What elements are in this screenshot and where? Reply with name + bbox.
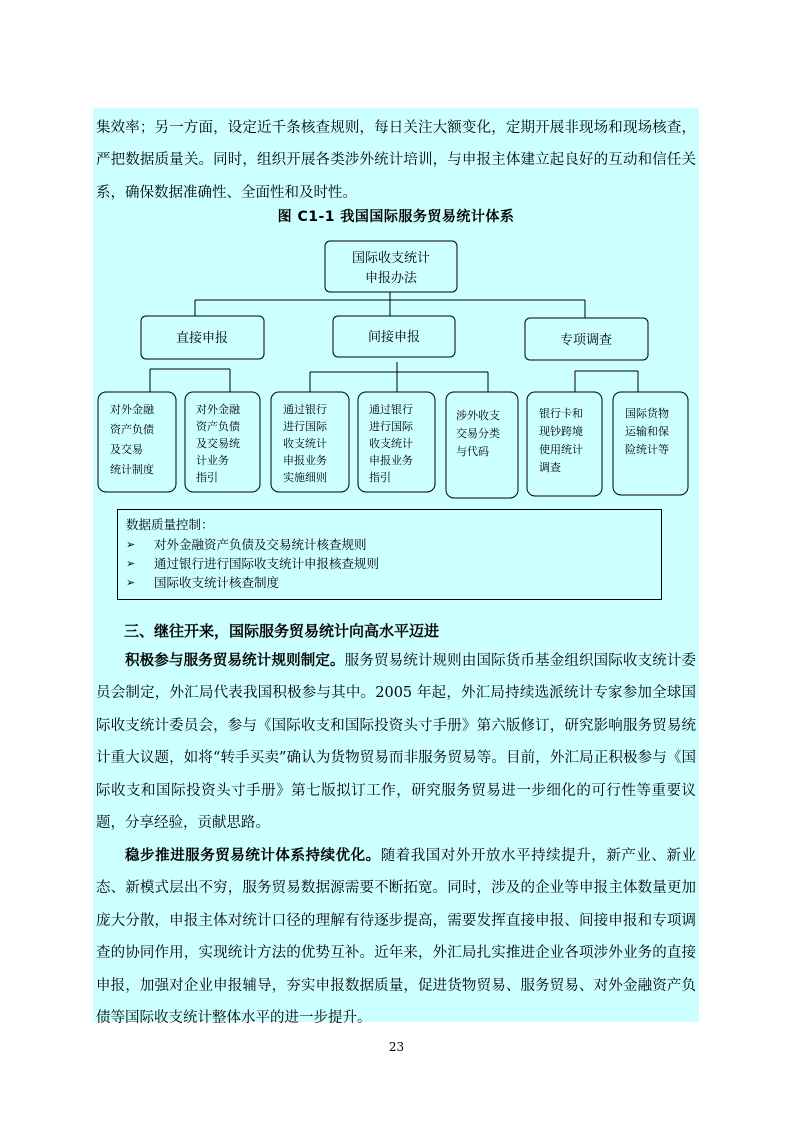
branch-label: 间接申报	[367, 330, 421, 345]
leaf-line: 及交易	[110, 443, 143, 456]
section-heading: 三、继往开来，国际服务贸易统计向高水平迈进	[124, 622, 440, 640]
leaf-node-7	[613, 392, 688, 495]
leaf-line: 调查	[539, 461, 561, 474]
data-quality-item-text: 国际收支统计核查制度	[154, 575, 280, 590]
leaf-node-6	[527, 392, 602, 496]
data-quality-item-text: 通过银行进行国际收支统计申报核查规则	[154, 556, 380, 571]
paragraph-rule-setting	[96, 645, 696, 839]
leaf-line: 指引	[196, 471, 218, 484]
root-node	[325, 241, 457, 292]
leaf-line: 使用统计	[539, 443, 583, 456]
leaf-line: 运输和保	[625, 425, 669, 438]
leaf-line: 通过银行	[283, 403, 327, 416]
statistics-system-diagram	[0, 0, 793, 510]
root-label-line1: 国际收支统计	[351, 251, 431, 266]
leaf-line: 涉外收支	[456, 409, 500, 422]
leaf-node-2	[185, 392, 260, 492]
leaf-line: 现钞跨境	[539, 425, 583, 438]
data-quality-title: 数据质量控制：	[126, 517, 214, 532]
leaf-line: 资产负债	[196, 420, 240, 433]
leaf-line: 交易分类	[456, 427, 500, 440]
data-quality-item	[126, 573, 653, 592]
leaf-line: 指引	[369, 471, 391, 484]
leaf-line: 收支统计	[369, 437, 413, 450]
data-quality-item-text: 对外金融资产负债及交易统计核查规则	[154, 537, 367, 552]
leaf-line: 对外金融	[110, 403, 154, 416]
paragraph-lead: 积极参与服务贸易统计规则制定。	[125, 652, 345, 669]
leaf-line: 进行国际	[283, 420, 327, 433]
leaf-line: 统计制度	[110, 463, 154, 476]
leaf-line: 计业务	[196, 454, 229, 467]
figure-title: 图 C1-1 我国国际服务贸易统计体系	[277, 209, 515, 225]
data-quality-item	[126, 554, 653, 573]
data-quality-item	[126, 535, 653, 554]
leaf-line: 险统计等	[625, 443, 669, 456]
branch-label: 直接申报	[175, 331, 229, 346]
leaf-line: 实施细则	[283, 471, 327, 484]
leaf-line: 申报业务	[369, 454, 413, 467]
leaf-line: 国际货物	[625, 407, 669, 420]
intro-paragraph: 集效率；另一方面，设定近千条核查规则，每日关注大额变化，定期开展非现场和现场核查，严把数据质量关。同时，组织开展各类涉外统计培训，与申报主体建立起良好的互动和信任关系，确保数据准确性、全面性和及时性。	[96, 120, 696, 201]
root-label-line2: 申报办法	[364, 271, 418, 286]
paragraph-lead: 稳步推进服务贸易统计体系持续优化。	[125, 847, 381, 864]
leaf-line: 资产负债	[110, 423, 154, 436]
branch-direct-reporting	[141, 316, 264, 359]
leaf-line: 申报业务	[283, 454, 327, 467]
leaf-node-5	[446, 392, 518, 498]
leaf-node-3	[271, 392, 349, 492]
arrow-bullet-icon: ➢	[126, 538, 136, 551]
paragraph-system-optimization	[96, 840, 696, 1034]
leaf-line: 银行卡和	[539, 407, 583, 420]
branch-indirect-reporting	[333, 316, 455, 357]
paragraph-body: 服务贸易统计规则由国际货币基金组织国际收支统计委员会制定，外汇局代表我国积极参与其中。2005 年起，外汇局持续选派统计专家参加全球国际收支统计委员会，参与《国际收支和国际投资头寸手册》第六版修订，研究影响服务贸易统计重大议题，如将“转手买卖”确认为货物贸易而非服务贸易等。目前，外汇局正积极参与《国际收支和国际投资头寸手册》第七版拟订工作，研究服务贸易进一步细化的可行性等重要议题，分享经验，贡献思路。	[96, 653, 696, 832]
leaf-node-1	[98, 392, 176, 492]
arrow-bullet-icon: ➢	[126, 557, 136, 570]
page-number: 23	[388, 1040, 405, 1054]
arrow-bullet-icon: ➢	[126, 576, 136, 589]
branch-label: 专项调查	[559, 333, 613, 348]
leaf-line: 进行国际	[369, 420, 413, 433]
leaf-line: 与代码	[456, 445, 489, 458]
leaf-line: 收支统计	[283, 437, 327, 450]
branch-special-survey	[525, 318, 648, 360]
leaf-line: 及交易统	[196, 437, 240, 450]
paragraph-body: 随着我国对外开放水平持续提升，新产业、新业态、新模式层出不穷，服务贸易数据源需要不断拓宽。同时，涉及的企业等申报主体数量更加庞大分散，申报主体对统计口径的理解有待逐步提高，需要发挥直接申报、间接申报和专项调查的协同作用，实现统计方法的优势互补。近年来，外汇局扎实推进企业各项涉外业务的直接申报，加强对企业申报辅导，夯实申报数据质量，促进货物贸易、服务贸易、对外金融资产负债等国际收支统计整体水平的进一步提升。	[96, 848, 696, 1027]
leaf-line: 对外金融	[196, 403, 240, 416]
leaf-nodes	[98, 392, 688, 498]
leaf-line: 通过银行	[369, 403, 413, 416]
leaf-node-4	[358, 392, 435, 492]
data-quality-box	[117, 509, 662, 600]
